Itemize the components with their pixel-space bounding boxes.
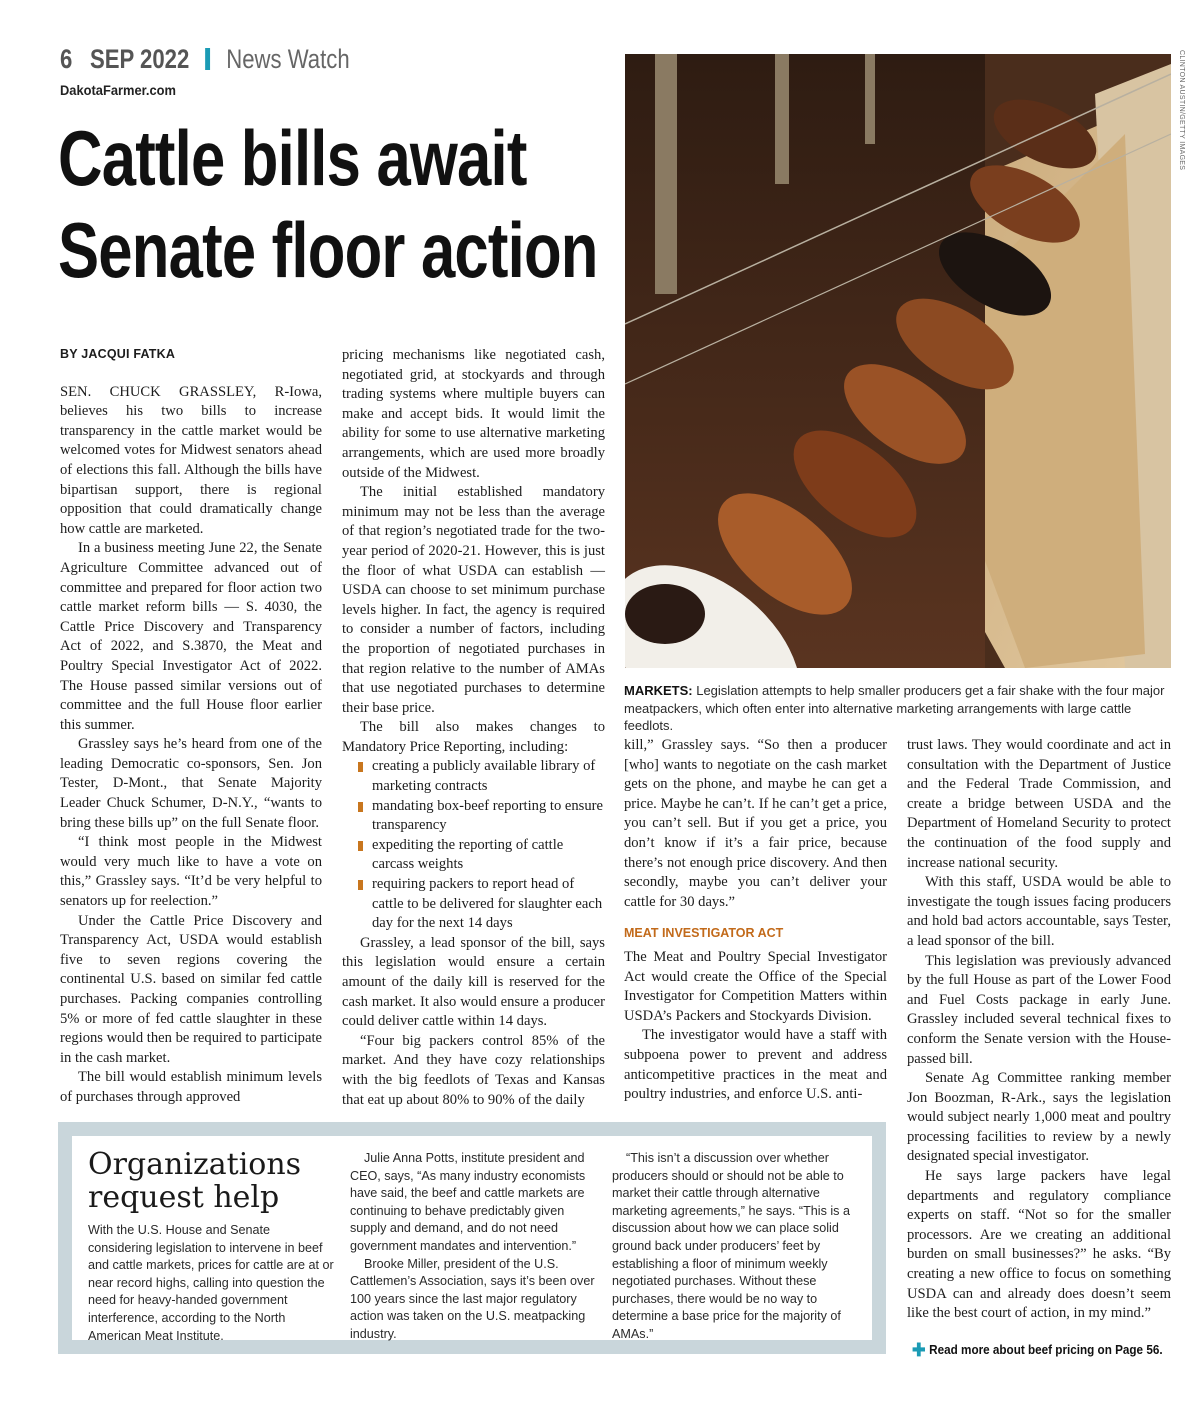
paragraph: “I think most people in the Midwest would very much like to have a vote on this,” Grassley says. “It’d be very helpful to senators up for reelection.”: [60, 834, 322, 910]
paragraph: The bill would establish minimum levels of purchases through approved: [60, 1069, 322, 1105]
headline-line-2: Senate floor action: [58, 206, 598, 294]
bullet-list: [342, 757, 605, 933]
sidebar-content: [72, 1136, 872, 1343]
website-link[interactable]: DakotaFarmer.com: [60, 82, 176, 98]
section-name: News Watch: [226, 44, 350, 74]
sidebar-title: Organizations request help: [88, 1147, 302, 1215]
article-column-1: [60, 345, 322, 1108]
paragraph: kill,” Grassley says. “So then a producer [who] wants to negotiate on the cash market gets on the phone, and maybe he can get a price. Maybe he can’t. If he can’t get a price, you can’t sell. But if you get a price, you don’t know if it’s a fair price, because there’s not enough price discovery. And then secondly, maybe you can’t deliver your cattle for 30 days.”: [624, 737, 887, 910]
paragraph: “Four big packers control 85% of the market. And they have cozy relationships with the big feedlots of Texas and Kansas that eat up about 80% to 90% of the daily: [342, 1032, 605, 1108]
paragraph: The Meat and Poultry Special Investigator Act would create the Office of the Special Investigator for Competition Matters within USDA’s Packers and Stockyards Division.: [624, 948, 887, 1024]
caption-lead: MARKETS:: [624, 683, 693, 698]
paragraph: The investigator would have a staff with subpoena power to prevent and address anticompetitive practices in the meat and poultry industries, and enforce U.S. anti-: [624, 1027, 887, 1103]
paragraph: The initial established mandatory minimum may not be less than the average of that region’s negotiated trade for the two-year period of 2020-21. However, this is just the floor of what USDA can establish — USDA can choose to set minimum purchase levels higher. In fact, the agency is required to consider a number of factors, including the proportion of negotiated purchases in that region relative to the number of AMAs that use negotiated purchases to determine their base price.: [342, 484, 605, 716]
paragraph: Grassley, a lead sponsor of the bill, says this legislation would ensure a certain amount of the daily kill is reserved for the cash market. It also would ensure a producer could deliver cattle within 14 days.: [342, 934, 605, 1030]
cattle-feedlot-photo: [625, 54, 1171, 668]
section-subhead: MEAT INVESTIGATOR ACT: [624, 926, 784, 941]
paragraph: trust laws. They would coordinate and act in consultation with the Department of Justice and the Federal Trade Commission, and create a bridge between USDA and the Department of Homeland Security to protect the continuation of the food supply and increase national security.: [907, 737, 1171, 871]
paragraph: In a business meeting June 22, the Senate Agriculture Committee advanced out of committee and prepared for floor action two cattle market reform bills — S. 4030, the Cattle Price Discovery and Transparency Act of 2022, and S.3870, the Meat and Poultry Special Investigator Act of 2022. The House passed similar versions out of committee and the full House floor earlier this summer.: [60, 540, 322, 733]
bullet-item: creating a publicly available library of marketing contracts: [356, 757, 605, 796]
bullet-item: expediting the reporting of cattle carcass weights: [356, 836, 605, 875]
bullet-item: mandating box-beef reporting to ensure transparency: [356, 797, 605, 836]
paragraph: SEN. CHUCK GRASSLEY, R-Iowa, believes his two bills to increase transparency in the cattle market would be welcomed votes for Midwest senators ahead of elections this fall. Although the bills have bipartisan support, there is regional opposition that could dramatically change how cattle are marketed.: [60, 383, 322, 537]
photo-illustration: [625, 54, 1171, 668]
section-divider: [205, 48, 210, 70]
article-column-4: [907, 736, 1171, 1324]
bullet-item: requiring packers to report head of cattle to be delivered for slaughter each day for the next 14 days: [356, 875, 605, 934]
article-column-2: [342, 346, 605, 1110]
caption-text: Legislation attempts to help smaller producers get a fair shake with the four major meatpackers, which often enter into alternative marketing arrangements with large cattle feedlots.: [624, 683, 1165, 733]
paragraph: The bill also makes changes to Mandatory Price Reporting, including:: [342, 719, 605, 755]
read-more-link[interactable]: ✚ Read more about beef pricing on Page 56.: [912, 1340, 1163, 1360]
headline-line-1: Cattle bills await: [58, 114, 527, 202]
paragraph: Grassley says he’s heard from one of the leading Democratic co-sponsors, Sen. Jon Tester, D-Mont., that Senate Majority Leader Chuck Schumer, D-N.Y., “wants to bring these bills up” on the full Senate floor.: [60, 736, 322, 831]
article-headline: [58, 112, 598, 296]
page-folio: [60, 44, 350, 75]
sidebar-box: [58, 1122, 886, 1354]
byline: BY JACQUI FATKA: [60, 347, 176, 361]
photo-credit: CLINTON AUSTIN/GETTY IMAGES: [1178, 50, 1185, 171]
sidebar-column-1: With the U.S. House and Senate considering legislation to intervene in beef and cattle markets, prices for cattle are at or near record highs, calling into question the need for heavy-handed government interference, according to the North American Meat Institute.: [88, 1223, 334, 1343]
paragraph: Senate Ag Committee ranking member Jon Boozman, R-Ark., says the legislation would subject nearly 1,000 meat and poultry processing facilities to review by a newly designated special investigator.: [907, 1070, 1171, 1165]
page-number: 6: [60, 44, 73, 74]
plus-icon: ✚: [912, 1340, 926, 1360]
article-column-3: [624, 736, 887, 1105]
photo-caption: [624, 682, 1172, 735]
sidebar-column-3: “This isn’t a discussion over whether producers should or should not be able to market their cattle through alternative marketing agreements,” he says. “This is a discussion about how we can place solid ground back under producers’ feet by establishing a floor of minimum weekly negotiated purchases. Without these purchases, there would be no way to determine a base price for the majority of AMAs.”: [612, 1151, 850, 1341]
issue-date: SEP 2022: [89, 44, 190, 74]
sidebar-column-2: Julie Anna Potts, institute president and CEO, says, “As many industry economists have said, the beef and cattle markets are continuing to behave predictably given supply and demand, and do not need government mandates and intervention.” Brooke Miller, president of the U.S. Cattlemen’s Association, says it’s been over 100 years since the last major regulatory action was taken on the U.S. meatpacking industry.: [350, 1151, 595, 1341]
paragraph: With this staff, USDA would be able to investigate the tough issues facing producers and hold bad actors accountable, says Tester, a lead sponsor of the bill.: [907, 874, 1171, 949]
paragraph: Under the Cattle Price Discovery and Transparency Act, USDA would establish five to seven regions covering the continental U.S. based on similar fed cattle purchases. Packing companies controlling 5% or more of fed cattle slaughter in these regions would then be required to participate in the cash market.: [60, 912, 322, 1066]
paragraph: pricing mechanisms like negotiated cash, negotiated grid, at stockyards and through trading systems where multiple buyers can make and accept bids. It would limit the ability for some to use alternative marketing arrangements, which are used more broadly outside of the Midwest.: [342, 347, 605, 481]
paragraph: He says large packers have legal departments and regulatory compliance experts on staff. “Not so for the smaller processors. Are we creating an additional burden on small businesses?” he asks. “By creating a new office to focus on something USDA can and already does doesn’t seem like the best court of action, in my mind.”: [907, 1168, 1171, 1322]
paragraph: This legislation was previously advanced by the full House as part of the Lower Food and Fuel Costs package in early June. Grassley included several technical fixes to conform the Senate version with the House-passed bill.: [907, 952, 1171, 1067]
